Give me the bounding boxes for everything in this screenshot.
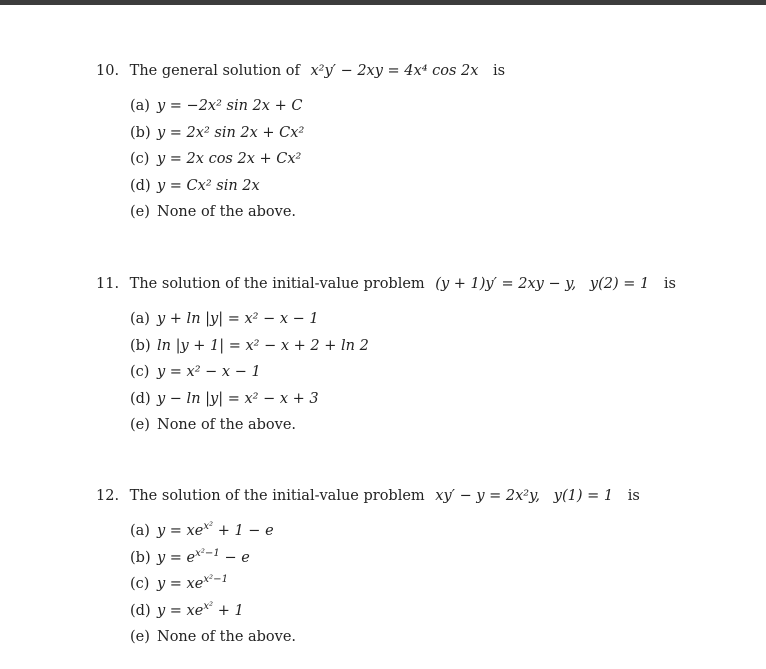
choice-list [130, 97, 304, 230]
question-tail: is [493, 63, 506, 79]
question-equation: x²y′ − 2xy = 4x⁴ cos 2x [310, 63, 479, 79]
question-equation: (y + 1)y′ = 2xy − y, y(2) = 1 [435, 276, 650, 292]
choice-e-text: None of the above. [157, 629, 297, 645]
choice-e[interactable]: (e) None of the above. [130, 204, 297, 220]
question-number: 11. [96, 276, 120, 292]
choice-d[interactable]: (d) $y = xe^{x^2} + 1$ [130, 600, 244, 619]
choice-a[interactable]: (a) y + ln |y| = x² − x − 1 [130, 311, 319, 327]
choice-c[interactable]: (c) $y = xe^{x^2-1}$ [130, 574, 229, 592]
question-number: 10. [96, 63, 120, 79]
question-tail: is [663, 276, 676, 292]
choice-d[interactable]: (d) y − ln |y| = x² − x + 3 [130, 390, 319, 407]
choice-c-text: y = 2x cos 2x + Cx² [157, 151, 302, 167]
choice-a[interactable]: (a) y = −2x² sin 2x + C [130, 98, 303, 114]
choice-e-text: None of the above. [157, 417, 297, 433]
choice-e[interactable]: (e) None of the above. [130, 629, 297, 645]
choice-b-text: $y = e^{x^2-1} - e$ [157, 547, 250, 566]
question-12 [96, 487, 640, 645]
choice-a-text: y + ln |y| = x² − x − 1 [157, 311, 319, 327]
choice-d-text: y = Cx² sin 2x [157, 177, 260, 194]
choice-a-text: y = −2x² sin 2x + C [157, 98, 303, 114]
question-stem: The solution of the initial-value problem [129, 276, 425, 292]
choice-b-text: y = 2x² sin 2x + Cx² [157, 124, 305, 141]
choice-d-text: $y = xe^{x^2} + 1$ [157, 600, 244, 619]
question-10 [96, 62, 506, 220]
choice-b[interactable]: (b) y = 2x² sin 2x + Cx² [130, 124, 305, 141]
choice-d-text: y − ln |y| = x² − x + 3 [157, 390, 319, 407]
choice-list [130, 522, 296, 655]
choice-list [130, 310, 369, 443]
choice-b[interactable]: (b) ln |y + 1| = x² − x + 2 + ln 2 [130, 337, 369, 354]
choice-e-text: None of the above. [157, 204, 297, 220]
choice-b[interactable]: (b) $y = e^{x^2-1} - e$ [130, 547, 250, 566]
choice-a-text: $y = xe^{x^2} + 1 - e$ [157, 521, 274, 539]
choice-a[interactable]: (a) $y = xe^{x^2} + 1 - e$ [130, 521, 274, 539]
choice-c[interactable]: (c) y = x² − x − 1 [130, 364, 261, 380]
choice-d[interactable]: (d) y = Cx² sin 2x [130, 177, 260, 194]
question-12-stem-line [96, 487, 640, 505]
question-stem: The solution of the initial-value problem [129, 488, 425, 504]
question-equation: xy′ − y = 2x²y, y(1) = 1 [435, 488, 614, 504]
choice-c[interactable]: (c) y = 2x cos 2x + Cx² [130, 151, 302, 167]
choice-c-text: y = x² − x − 1 [157, 364, 261, 380]
question-10-stem-line [96, 62, 505, 80]
choice-e[interactable]: (e) None of the above. [130, 417, 297, 433]
question-tail: is [627, 488, 640, 504]
top-border [0, 0, 766, 5]
question-number: 12. [96, 488, 120, 504]
choice-b-text: ln |y + 1| = x² − x + 2 + ln 2 [157, 337, 369, 354]
choice-c-text: $y = xe^{x^2-1}$ [157, 574, 229, 592]
question-stem: The general solution of [129, 63, 300, 79]
question-11 [96, 275, 676, 433]
question-11-stem-line [96, 275, 676, 293]
